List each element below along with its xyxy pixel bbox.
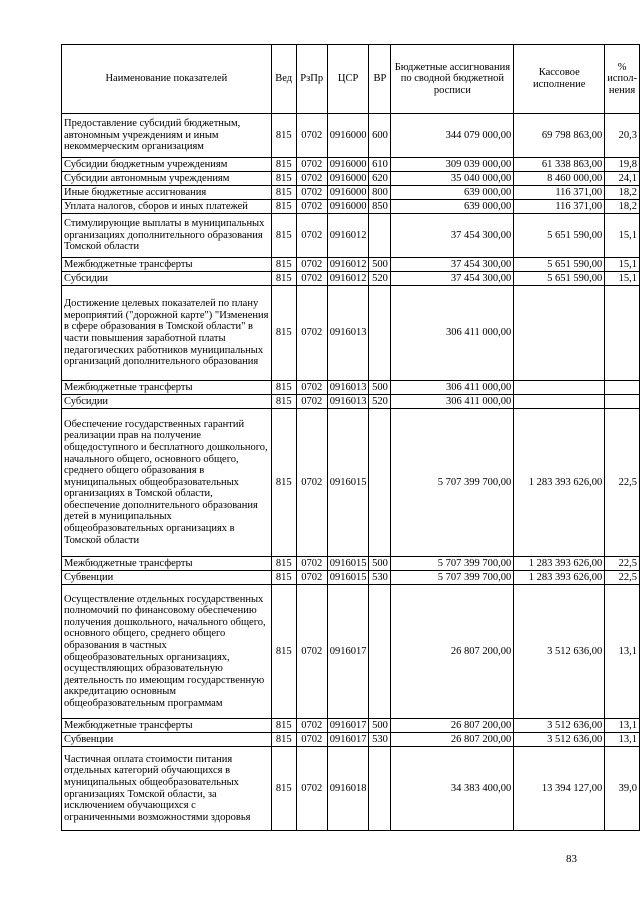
row-name: Субвенции <box>62 571 272 585</box>
table-row <box>62 200 640 214</box>
row-cash <box>514 381 605 395</box>
row-pct: 13,1 <box>605 585 640 719</box>
row-name: Субсидии бюджетным учреждениям <box>62 158 272 172</box>
row-vr <box>369 409 391 557</box>
row-vr <box>369 747 391 831</box>
row-name: Частичная оплата стоимости питания отдельных категорий обучающихся в муниципальных общеобразовательных организациях Томской области, за исключением обучающихся с ограниченными возможностями здоровья <box>62 747 272 831</box>
row-ved: 815 <box>271 585 296 719</box>
row-ved: 815 <box>271 381 296 395</box>
row-vr: 600 <box>369 114 391 158</box>
row-cash <box>514 286 605 381</box>
row-budget: 309 039 000,00 <box>391 158 514 172</box>
row-vr: 500 <box>369 719 391 733</box>
table-row <box>62 214 640 258</box>
row-pct: 18,2 <box>605 200 640 214</box>
row-ved: 815 <box>271 395 296 409</box>
row-rzpr: 0702 <box>296 557 327 571</box>
row-csr: 0916013 <box>327 395 369 409</box>
row-pct: 15,1 <box>605 258 640 272</box>
table-row <box>62 733 640 747</box>
row-rzpr: 0702 <box>296 186 327 200</box>
row-budget: 37 454 300,00 <box>391 258 514 272</box>
row-pct <box>605 286 640 381</box>
row-name: Субвенции <box>62 733 272 747</box>
row-csr: 0916018 <box>327 747 369 831</box>
row-ved: 815 <box>271 557 296 571</box>
row-budget: 5 707 399 700,00 <box>391 409 514 557</box>
row-vr: 800 <box>369 186 391 200</box>
table-row <box>62 747 640 831</box>
row-csr: 0916015 <box>327 409 369 557</box>
row-ved: 815 <box>271 719 296 733</box>
row-rzpr: 0702 <box>296 158 327 172</box>
header-csr: ЦСР <box>327 45 369 114</box>
row-pct: 20,3 <box>605 114 640 158</box>
table-row <box>62 114 640 158</box>
row-cash: 8 460 000,00 <box>514 172 605 186</box>
row-ved: 815 <box>271 158 296 172</box>
row-ved: 815 <box>271 286 296 381</box>
row-vr <box>369 286 391 381</box>
row-name: Стимулирующие выплаты в муниципальных организациях дополнительного образования Томской области <box>62 214 272 258</box>
row-name: Межбюджетные трансферты <box>62 258 272 272</box>
table-row <box>62 585 640 719</box>
row-cash: 3 512 636,00 <box>514 585 605 719</box>
page-number: 83 <box>566 853 577 865</box>
header-cash: Кассовое исполнение <box>514 45 605 114</box>
table-row <box>62 557 640 571</box>
row-pct: 22,5 <box>605 557 640 571</box>
row-cash: 5 651 590,00 <box>514 272 605 286</box>
row-ved: 815 <box>271 114 296 158</box>
row-rzpr: 0702 <box>296 258 327 272</box>
row-csr: 0916013 <box>327 286 369 381</box>
row-csr: 0916000 <box>327 158 369 172</box>
table-row <box>62 186 640 200</box>
row-ved: 815 <box>271 186 296 200</box>
row-pct: 24,1 <box>605 172 640 186</box>
row-name: Субсидии автономным учреждениям <box>62 172 272 186</box>
row-rzpr: 0702 <box>296 733 327 747</box>
row-vr: 500 <box>369 381 391 395</box>
row-pct: 13,1 <box>605 733 640 747</box>
row-vr: 520 <box>369 395 391 409</box>
row-rzpr: 0702 <box>296 172 327 186</box>
row-rzpr: 0702 <box>296 272 327 286</box>
row-csr: 0916012 <box>327 214 369 258</box>
row-rzpr: 0702 <box>296 381 327 395</box>
row-csr: 0916017 <box>327 719 369 733</box>
header-ved: Вед <box>271 45 296 114</box>
row-rzpr: 0702 <box>296 286 327 381</box>
row-budget: 5 707 399 700,00 <box>391 557 514 571</box>
row-cash: 13 394 127,00 <box>514 747 605 831</box>
row-cash: 1 283 393 626,00 <box>514 409 605 557</box>
row-cash <box>514 395 605 409</box>
row-ved: 815 <box>271 172 296 186</box>
table-row <box>62 719 640 733</box>
row-vr <box>369 214 391 258</box>
row-ved: 815 <box>271 733 296 747</box>
row-cash: 116 371,00 <box>514 200 605 214</box>
row-budget: 35 040 000,00 <box>391 172 514 186</box>
row-name: Обеспечение государственных гарантий реализации прав на получение общедоступного и бесплатного дошкольного, начального общего, основного общего, среднего общего образования в муниципальных общеобразовательных организациях в Томской области, обеспечение дополнительного образования детей в муниципальных общеобразовательных организациях в Томской области <box>62 409 272 557</box>
row-pct <box>605 381 640 395</box>
row-csr: 0916000 <box>327 172 369 186</box>
row-name: Межбюджетные трансферты <box>62 381 272 395</box>
row-csr: 0916017 <box>327 585 369 719</box>
row-cash: 1 283 393 626,00 <box>514 571 605 585</box>
row-pct: 19,8 <box>605 158 640 172</box>
row-ved: 815 <box>271 747 296 831</box>
table-row <box>62 409 640 557</box>
row-vr: 500 <box>369 258 391 272</box>
row-rzpr: 0702 <box>296 747 327 831</box>
row-csr: 0916000 <box>327 186 369 200</box>
row-ved: 815 <box>271 214 296 258</box>
header-name: Наименование показателей <box>62 45 272 114</box>
row-name: Предоставление субсидий бюджетным, автономным учреждениям и иным некоммерческим организациям <box>62 114 272 158</box>
row-budget: 5 707 399 700,00 <box>391 571 514 585</box>
row-name: Достижение целевых показателей по плану мероприятий ("дорожной карте") "Изменения в сфере образования в Томской области" в части повышения заработной платы педагогических работников муниципальных организаций дополнительного образования <box>62 286 272 381</box>
row-vr <box>369 585 391 719</box>
row-vr: 850 <box>369 200 391 214</box>
row-vr: 530 <box>369 571 391 585</box>
row-name: Иные бюджетные ассигнования <box>62 186 272 200</box>
header-budget: Бюджетные ассигнования по сводной бюджетной росписи <box>391 45 514 114</box>
table-row <box>62 395 640 409</box>
row-name: Уплата налогов, сборов и иных платежей <box>62 200 272 214</box>
row-budget: 37 454 300,00 <box>391 214 514 258</box>
row-name: Межбюджетные трансферты <box>62 557 272 571</box>
row-pct <box>605 395 640 409</box>
row-budget: 306 411 000,00 <box>391 286 514 381</box>
row-pct: 13,1 <box>605 719 640 733</box>
table-row <box>62 571 640 585</box>
row-cash: 5 651 590,00 <box>514 214 605 258</box>
row-csr: 0916000 <box>327 200 369 214</box>
row-rzpr: 0702 <box>296 395 327 409</box>
row-budget: 26 807 200,00 <box>391 719 514 733</box>
table-row <box>62 286 640 381</box>
row-pct: 39,0 <box>605 747 640 831</box>
row-vr: 610 <box>369 158 391 172</box>
row-budget: 306 411 000,00 <box>391 381 514 395</box>
row-vr: 530 <box>369 733 391 747</box>
row-budget: 26 807 200,00 <box>391 585 514 719</box>
row-budget: 639 000,00 <box>391 200 514 214</box>
row-rzpr: 0702 <box>296 200 327 214</box>
row-name: Субсидии <box>62 272 272 286</box>
row-name: Осуществление отдельных государственных полномочий по финансовому обеспечению получения дошкольного, начального общего, основного общего, среднего общего образования в частных общеобразовательных организациях, осуществляющих образовательную деятельность по имеющим государственную аккредитацию основным общеобразовательным программам <box>62 585 272 719</box>
row-rzpr: 0702 <box>296 409 327 557</box>
row-csr: 0916012 <box>327 258 369 272</box>
row-name: Субсидии <box>62 395 272 409</box>
row-ved: 815 <box>271 409 296 557</box>
row-csr: 0916013 <box>327 381 369 395</box>
row-rzpr: 0702 <box>296 571 327 585</box>
row-name: Межбюджетные трансферты <box>62 719 272 733</box>
row-vr: 500 <box>369 557 391 571</box>
row-ved: 815 <box>271 571 296 585</box>
row-cash: 61 338 863,00 <box>514 158 605 172</box>
row-rzpr: 0702 <box>296 585 327 719</box>
row-cash: 3 512 636,00 <box>514 719 605 733</box>
table-row <box>62 158 640 172</box>
row-csr: 0916000 <box>327 114 369 158</box>
row-budget: 34 383 400,00 <box>391 747 514 831</box>
row-cash: 5 651 590,00 <box>514 258 605 272</box>
row-pct: 18,2 <box>605 186 640 200</box>
row-pct: 22,5 <box>605 409 640 557</box>
table-row <box>62 172 640 186</box>
row-csr: 0916015 <box>327 557 369 571</box>
header-rzpr: РзПр <box>296 45 327 114</box>
row-cash: 69 798 863,00 <box>514 114 605 158</box>
row-budget: 37 454 300,00 <box>391 272 514 286</box>
row-budget: 639 000,00 <box>391 186 514 200</box>
row-budget: 344 079 000,00 <box>391 114 514 158</box>
row-rzpr: 0702 <box>296 114 327 158</box>
row-rzpr: 0702 <box>296 719 327 733</box>
row-rzpr: 0702 <box>296 214 327 258</box>
row-ved: 815 <box>271 272 296 286</box>
row-ved: 815 <box>271 200 296 214</box>
row-pct: 15,1 <box>605 272 640 286</box>
row-cash: 3 512 636,00 <box>514 733 605 747</box>
row-cash: 116 371,00 <box>514 186 605 200</box>
row-vr: 520 <box>369 272 391 286</box>
table-row <box>62 272 640 286</box>
row-budget: 306 411 000,00 <box>391 395 514 409</box>
row-csr: 0916012 <box>327 272 369 286</box>
row-vr: 620 <box>369 172 391 186</box>
row-csr: 0916017 <box>327 733 369 747</box>
row-budget: 26 807 200,00 <box>391 733 514 747</box>
table-row <box>62 258 640 272</box>
header-vr: ВР <box>369 45 391 114</box>
table-row <box>62 381 640 395</box>
row-cash: 1 283 393 626,00 <box>514 557 605 571</box>
header-pct: % испол-нения <box>605 45 640 114</box>
budget-table <box>61 44 640 831</box>
row-pct: 22,5 <box>605 571 640 585</box>
table-header-row <box>62 45 640 114</box>
row-ved: 815 <box>271 258 296 272</box>
row-csr: 0916015 <box>327 571 369 585</box>
row-pct: 15,1 <box>605 214 640 258</box>
